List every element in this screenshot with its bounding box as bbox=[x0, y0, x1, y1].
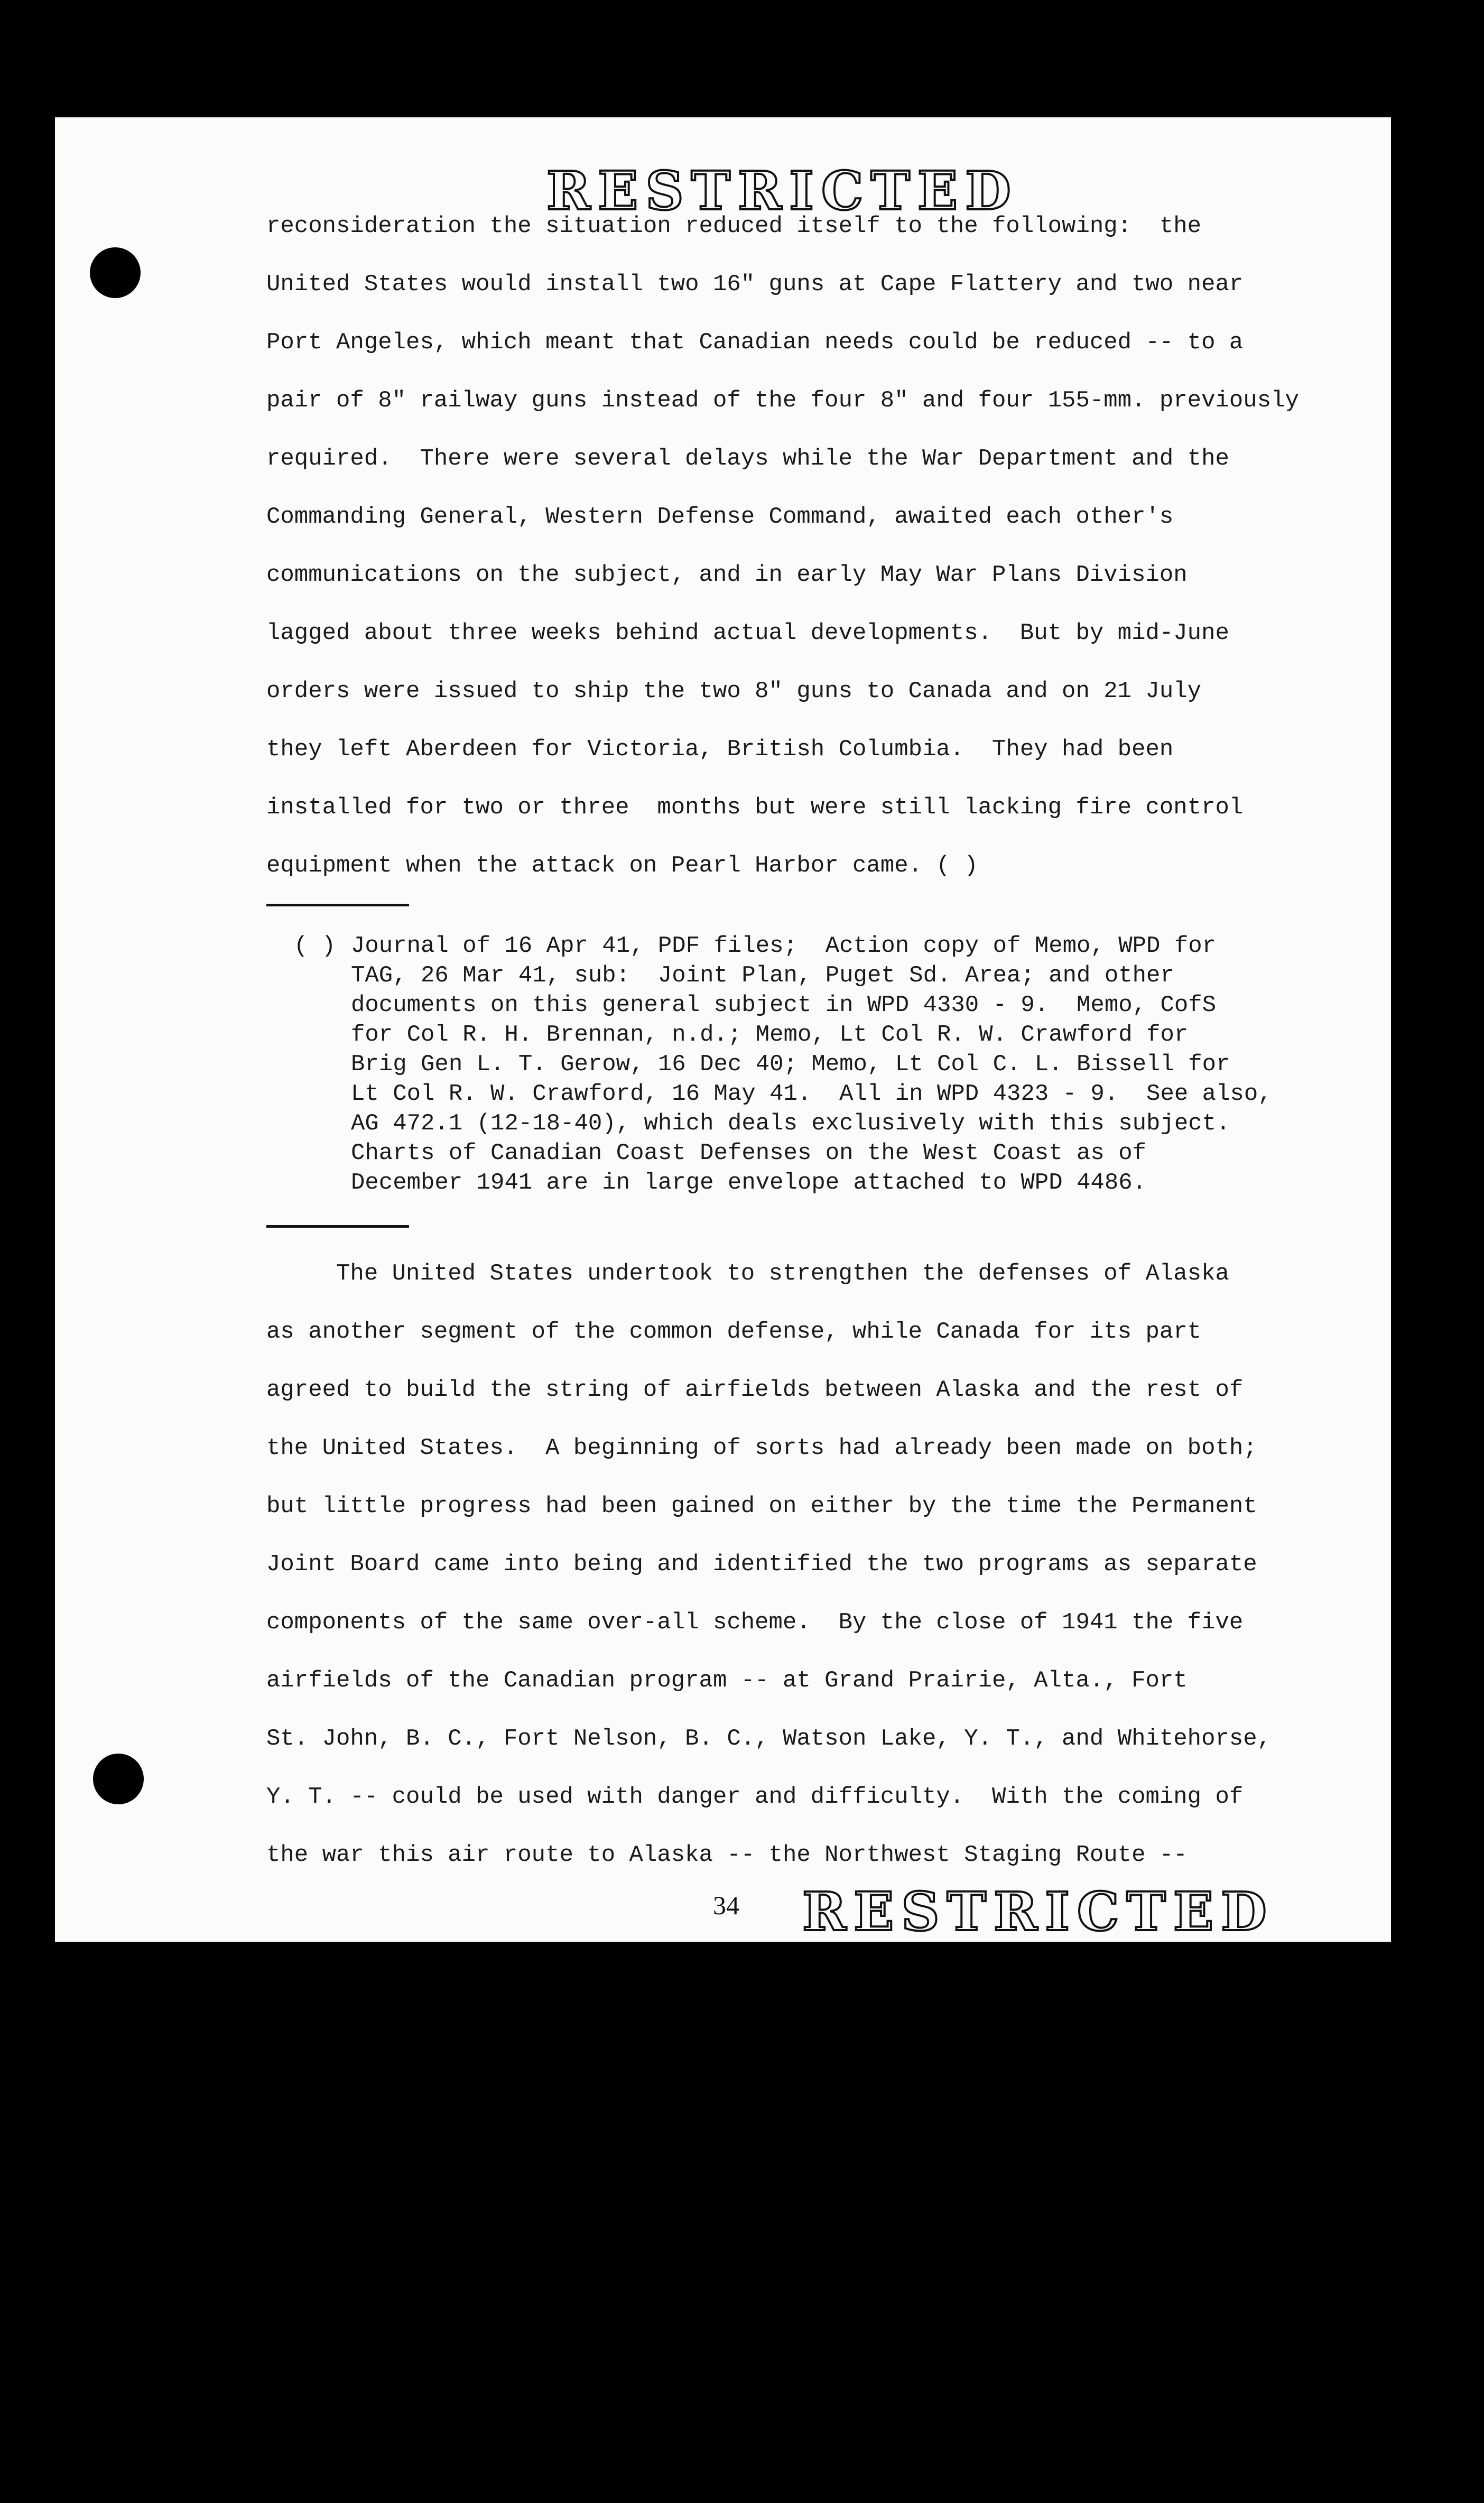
text-line: airfields of the Canadian program -- at Grand Prairie, Alta., Fort bbox=[266, 1667, 1188, 1694]
text-line: installed for two or three months but were still lacking fire control bbox=[266, 794, 1244, 821]
text-line: agreed to build the string of airfields between Alaska and the rest of bbox=[266, 1377, 1244, 1403]
restricted-stamp-footer: RESTRICTED bbox=[802, 1880, 1274, 1942]
text-line: required. There were several delays while the War Department and the bbox=[266, 446, 1229, 472]
text-line: Joint Board came into being and identified the two programs as separate bbox=[266, 1551, 1257, 1578]
text-line: the war this air route to Alaska -- the Northwest Staging Route -- bbox=[266, 1842, 1188, 1868]
text-line: components of the same over-all scheme. By the close of 1941 the five bbox=[266, 1609, 1244, 1636]
footnote-line: Brig Gen L. T. Gerow, 16 Dec 40; Memo, Lt Col C. L. Bissell for bbox=[351, 1051, 1230, 1078]
text-line: Y. T. -- could be used with danger and difficulty. With the coming of bbox=[266, 1784, 1244, 1810]
footnote-line: Charts of Canadian Coast Defenses on the West Coast as of bbox=[351, 1140, 1147, 1166]
text-line: St. John, B. C., Fort Nelson, B. C., Watson Lake, Y. T., and Whitehorse, bbox=[266, 1726, 1272, 1752]
text-line: orders were issued to ship the two 8" guns to Canada and on 21 July bbox=[266, 678, 1202, 704]
text-line: communications on the subject, and in early May War Plans Division bbox=[266, 562, 1188, 588]
punch-hole-top bbox=[90, 247, 141, 298]
text-line: The United States undertook to strengthen the defenses of Alaska bbox=[266, 1260, 1229, 1287]
page-number: 34 bbox=[713, 1890, 739, 1920]
punch-hole-bottom bbox=[93, 1754, 144, 1804]
footnote-rule-top bbox=[266, 904, 409, 906]
footnote-line: AG 472.1 (12-18-40), which deals exclusively with this subject. bbox=[351, 1110, 1230, 1137]
text-line: United States would install two 16" guns at Cape Flattery and two near bbox=[266, 271, 1244, 298]
restricted-stamp-header: RESTRICTED bbox=[546, 160, 1018, 222]
footnote-line: documents on this general subject in WPD 4330 - 9. Memo, CofS bbox=[351, 992, 1217, 1018]
text-line: as another segment of the common defense, while Canada for its part bbox=[266, 1319, 1202, 1345]
text-line: but little progress had been gained on either by the time the Permanent bbox=[266, 1493, 1257, 1519]
footnote-line: for Col R. H. Brennan, n.d.; Memo, Lt Col R. W. Crawford for bbox=[351, 1022, 1189, 1048]
text-line: Port Angeles, which meant that Canadian needs could be reduced -- to a bbox=[266, 329, 1244, 356]
text-line: the United States. A beginning of sorts had already been made on both; bbox=[266, 1435, 1257, 1461]
footnote-line: Lt Col R. W. Crawford, 16 May 41. All in WPD 4323 - 9. See also, bbox=[351, 1081, 1272, 1107]
document-page bbox=[55, 117, 1391, 1942]
footnote-line: TAG, 26 Mar 41, sub: Joint Plan, Puget Sd. Area; and other bbox=[351, 962, 1174, 989]
text-line: equipment when the attack on Pearl Harbor came. ( ) bbox=[266, 852, 978, 879]
footnote-rule-bottom bbox=[266, 1225, 409, 1228]
footnote-marker: ( ) bbox=[294, 933, 336, 959]
text-line: Commanding General, Western Defense Command, awaited each other's bbox=[266, 504, 1174, 530]
text-line: they left Aberdeen for Victoria, British Columbia. They had been bbox=[266, 736, 1174, 763]
text-line: reconsideration the situation reduced itself to the following: the bbox=[266, 213, 1202, 239]
text-line: pair of 8" railway guns instead of the four 8" and four 155-mm. previously bbox=[266, 387, 1299, 414]
footnote-line: December 1941 are in large envelope attached to WPD 4486. bbox=[351, 1170, 1147, 1196]
text-line: lagged about three weeks behind actual developments. But by mid-June bbox=[266, 620, 1229, 646]
footnote-line: Journal of 16 Apr 41, PDF files; Action copy of Memo, WPD for bbox=[351, 933, 1217, 959]
